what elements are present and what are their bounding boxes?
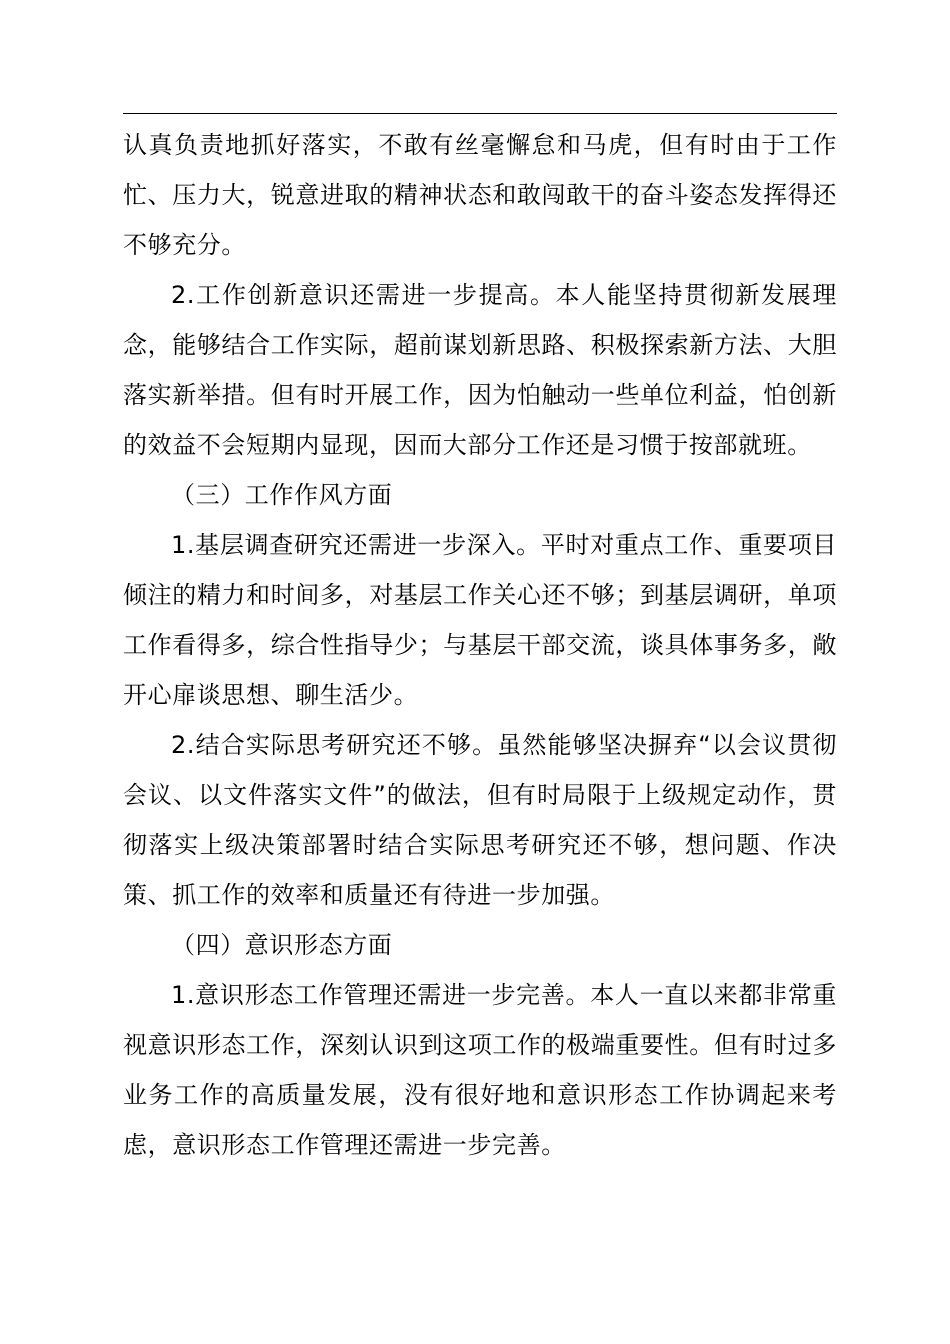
paragraph-grassroots-research: 1.基层调查研究还需进一步深入。平时对重点工作、重要项目倾注的精力和时间多，对基层工作关心还不够；到基层调研，单项工作看得多，综合性指导少；与基层干部交流，谈具体事务多，敞开心扉谈思想、聊生活少。 [123,531,837,709]
paragraph-practical-thinking: 2.结合实际思考研究还不够。虽然能够坚决摒弃“以会议贯彻会议、以文件落实文件”的做法，但有时局限于上级规定动作，贯彻落实上级决策部署时结合实际思考研究还不够，想问题、作决策、抓工作的效率和质量还有待进一步加强。 [123,731,837,909]
section-heading-work-style: （三）工作作风方面 [171,481,393,509]
document-body [123,120,837,1170]
section-heading-ideology: （四）意识形态方面 [171,931,393,959]
header-rule [123,113,837,114]
paragraph-continuation: 认真负责地抓好落实，不敢有丝毫懈怠和马虎，但有时由于工作忙、压力大，锐意进取的精神状态和敢闯敢干的奋斗姿态发挥得还不够充分。 [123,131,837,259]
paragraph-ideology-management: 1.意识形态工作管理还需进一步完善。本人一直以来都非常重视意识形态工作，深刻认识到这项工作的极端重要性。但有时过多业务工作的高质量发展，没有很好地和意识形态工作协调起来考虑，意识形态工作管理还需进一步完善。 [123,981,837,1159]
paragraph-innovation-awareness: 2.工作创新意识还需进一步提高。本人能坚持贯彻新发展理念，能够结合工作实际，超前谋划新思路、积极探索新方法、大胆落实新举措。但有时开展工作，因为怕触动一些单位利益，怕创新的效益不会短期内显现，因而大部分工作还是习惯于按部就班。 [123,281,837,459]
